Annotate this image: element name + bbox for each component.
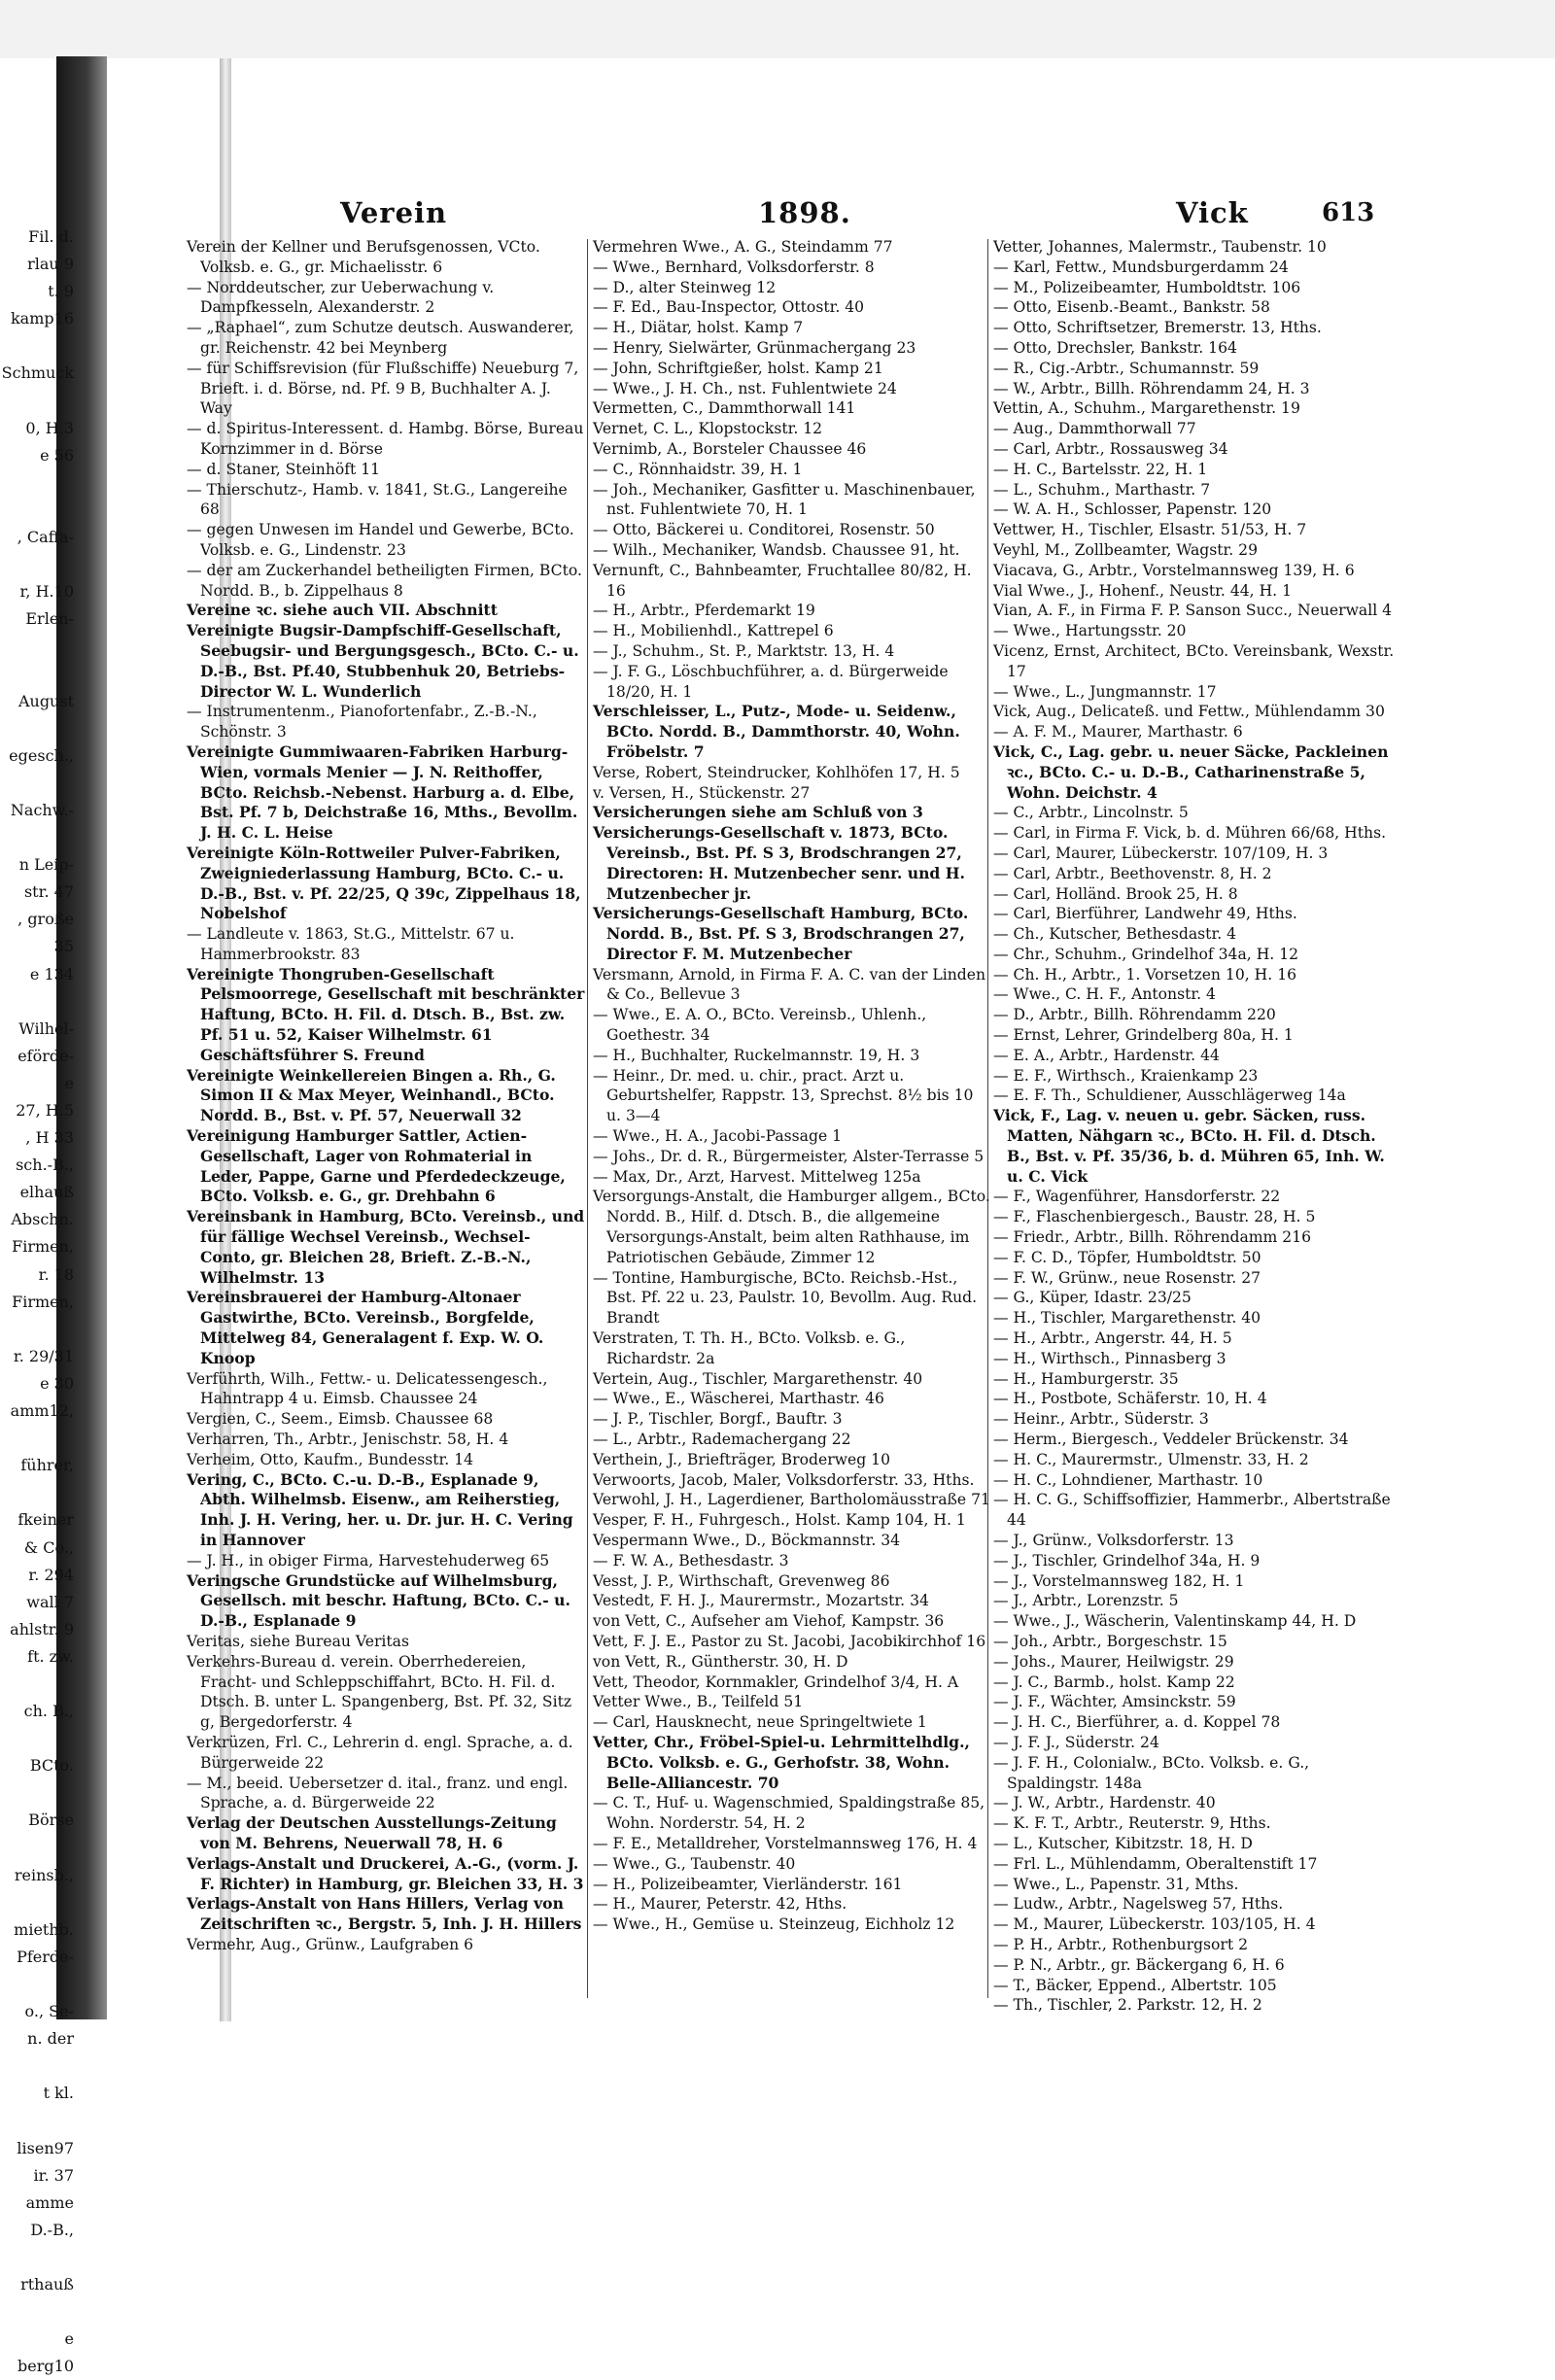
directory-entry: — H., Wirthsch., Pinnasberg 3 — [993, 1349, 1227, 1367]
directory-entry: — R., Cig.-Arbtr., Schumannstr. 59 — [993, 359, 1260, 377]
directory-entry: — F. E., Metalldreher, Vorstelmannsweg 176, H. 4 — [593, 1834, 978, 1852]
directory-entry: — Wwe., H., Gemüse u. Steinzeug, Eichholz 12 — [593, 1915, 955, 1934]
directory-entry: Verkehrs-Bureau d. verein. Oberrhedereien, Fracht- und Schleppschiffahrt, BCto. H. Fil. d. Dtsch. B. unter L. Spangenberg, Bst. Pf. 32, Sitz g, Bergedorferstr. 4 — [187, 1652, 572, 1732]
directory-entry: — Heinr., Arbtr., Süderstr. 3 — [993, 1410, 1209, 1429]
directory-entry: — J. W., Arbtr., Hardenstr. 40 — [993, 1794, 1216, 1812]
directory-entry: — G., Küper, Idastr. 23/25 — [993, 1289, 1192, 1307]
edge-fragment: n. der — [27, 2029, 74, 2049]
page-header — [340, 196, 1409, 235]
edge-fragment: Firmen, — [12, 1292, 74, 1311]
edge-fragment — [0, 2298, 76, 2326]
edge-fragment — [0, 1425, 76, 1452]
directory-entry: — K. F. T., Arbtr., Reuterstr. 9, Hths. — [993, 1814, 1271, 1833]
edge-fragment: t kl. — [43, 2084, 74, 2103]
directory-entry: — Carl, Arbtr., Rossausweg 34 — [993, 439, 1228, 458]
directory-entry: — H. C., Bartelsstr. 22, H. 1 — [993, 460, 1208, 478]
edge-fragment: rlau 9 — [27, 255, 74, 274]
directory-entry: — H., Arbtr., Angerstr. 44, H. 5 — [993, 1329, 1232, 1348]
directory-entry: Verlags-Anstalt und Druckerei, A.-G., (vorm. J. F. Richter) in Hamburg, gr. Bleichen 33, H. 3 — [187, 1853, 584, 1893]
directory-entry: — D., Arbtr., Billh. Röhrendamm 220 — [993, 1006, 1276, 1024]
edge-fragment: e — [64, 1073, 74, 1092]
directory-entry: — Chr., Schuhm., Grindelhof 34a, H. 12 — [993, 945, 1299, 963]
directory-entry: — Herm., Biergesch., Veddeler Brückenstr. 34 — [993, 1431, 1349, 1449]
edge-fragment: e 30 — [40, 1373, 74, 1393]
directory-entry: von Vett, R., Güntherstr. 30, H. D — [593, 1652, 848, 1671]
directory-entry: Vett, F. J. E., Pastor zu St. Jacobi, Jacobikirchhof 16 — [593, 1632, 986, 1650]
directory-entry: — M., Maurer, Lübeckerstr. 103/105, H. 4 — [993, 1915, 1316, 1934]
directory-entry: Vermehren Wwe., A. G., Steindamm 77 — [593, 238, 893, 256]
edge-fragment: egesch., — [9, 745, 74, 765]
edge-fragment: t. 9 — [48, 282, 74, 301]
directory-entry: — Wwe., J. H. Ch., nst. Fuhlentwiete 24 — [593, 379, 897, 397]
directory-entry: — L., Arbtr., Rademachergang 22 — [593, 1431, 851, 1449]
edge-fragment — [0, 1835, 76, 1862]
edge-fragment: ir. 37 — [33, 2165, 74, 2185]
directory-entry: Verstraten, T. Th. H., BCto. Volksb. e. G., Richardstr. 2a — [593, 1329, 906, 1367]
directory-entry: Vernet, C. L., Klopstockstr. 12 — [593, 420, 823, 438]
edge-fragment: e — [64, 2329, 74, 2349]
directory-entry: Vian, A. F., in Firma F. P. Sanson Succ., Neuerwall 4 — [993, 602, 1393, 620]
edge-fragment: Börse — [28, 1811, 74, 1830]
directory-entry: Verschleisser, L., Putz-, Mode- u. Seidenw., BCto. Nordd. B., Dammthorstr. 40, Wohn. Fröbelstr. 7 — [593, 702, 960, 761]
directory-entry: — Heinr., Dr. med. u. chir., pract. Arzt u. Geburtshelfer, Rappstr. 13, Sprechst. 8½ bis 10 u. 3—4 — [593, 1066, 974, 1125]
edge-fragment: ch. B., — [23, 1702, 74, 1721]
directory-entry: Vereinigte Köln-Rottweiler Pulver-Fabriken, Zweigniederlassung Hamburg, BCto. C.- u. D.-B., Bst. v. Pf. 22/25, Q 39c, Zippelhaus 18, Nobelshof — [187, 843, 581, 923]
directory-entry: — Wwe., Bernhard, Volksdorferstr. 8 — [593, 258, 875, 276]
directory-entry: — Friedr., Arbtr., Billh. Röhrendamm 216 — [993, 1228, 1312, 1247]
edge-fragment: Abschn. — [11, 1210, 74, 1229]
directory-entry: — H. C., Maurermstr., Ulmenstr. 33, H. 2 — [993, 1450, 1309, 1468]
directory-entry: — W. A. H., Schlosser, Papenstr. 120 — [993, 500, 1272, 519]
edge-fragment: reinsb., — [14, 1865, 74, 1884]
previous-page-edge — [0, 224, 76, 2376]
directory-entry: — Ernst, Lehrer, Grindelberg 80a, H. 1 — [993, 1026, 1294, 1045]
directory-entry: — J. F. G., Löschbuchführer, a. d. Bürgerweide 18/20, H. 1 — [593, 662, 949, 701]
directory-entry: — C., Arbtr., Lincolnstr. 5 — [993, 804, 1189, 822]
edge-fragment — [0, 1889, 76, 1916]
directory-entry: Verlag der Deutschen Ausstellungs-Zeitung von M. Behrens, Neuerwall 78, H. 6 — [187, 1813, 557, 1852]
directory-column-3 — [993, 237, 1396, 2015]
directory-entry: Vespermann Wwe., D., Böckmannstr. 34 — [593, 1532, 901, 1549]
directory-entry: Versmann, Arnold, in Firma F. A. C. van der Linden & Co., Bellevue 3 — [593, 965, 986, 1004]
edge-fragment: e 134 — [29, 964, 74, 983]
directory-entry: — Henry, Sielwärter, Grünmachergang 23 — [593, 338, 916, 357]
directory-entry: Vereinigte Gummiwaaren-Fabriken Harburg-Wien, vormals Menier — J. N. Reithoffer, BCto. Reichsb.-Nebenst. Harburg a. d. Elbe, Bst. Pf. 7 b, Deichstraße 16, Mths., Bevollm. J. H. C. L. Heise — [187, 742, 578, 843]
directory-entry: — Frl. L., Mühlendamm, Oberaltenstift 17 — [993, 1854, 1318, 1873]
directory-entry: — D., alter Steinweg 12 — [593, 278, 777, 296]
directory-entry: — Wilh., Mechaniker, Wandsb. Chaussee 91, ht. — [593, 540, 960, 559]
scan-margin-top — [0, 0, 1555, 58]
directory-entry: Vertein, Aug., Tischler, Margarethenstr. 40 — [593, 1369, 923, 1388]
directory-entry: — Carl, Bierführer, Landwehr 49, Hths. — [993, 905, 1297, 923]
directory-entry: Vett, Theodor, Kornmakler, Grindelhof 3/4, H. A — [593, 1673, 959, 1691]
edge-fragment: amm12, — [10, 1401, 74, 1421]
directory-entry: — J. C., Barmb., holst. Kamp 22 — [993, 1673, 1235, 1691]
directory-entry: Versorgungs-Anstalt, die Hamburger allgem., BCto. Nordd. B., Hilf. d. Dtsch. B., die allgemeine Versorgungs-Anstalt, beim alten Rathhause, im Patriotischen Gebäude, Zimmer 12 — [593, 1188, 990, 1266]
directory-entry: Vermehr, Aug., Grünw., Laufgraben 6 — [187, 1935, 474, 1953]
directory-entry: — Carl, Hausknecht, neue Springeltwiete 1 — [593, 1713, 927, 1732]
directory-entry: — Wwe., H. A., Jacobi-Passage 1 — [593, 1127, 843, 1146]
directory-entry: — P. N., Arbtr., gr. Bäckergang 6, H. 6 — [993, 1955, 1285, 1974]
edge-fragment: 35 — [53, 937, 74, 956]
column-divider — [587, 239, 588, 1998]
edge-fragment: Nachw.- — [10, 800, 74, 819]
edge-fragment — [0, 1479, 76, 1506]
edge-fragment: 0, H.3 — [25, 418, 74, 437]
directory-entry: Versicherungs-Gesellschaft v. 1873, BCto. Vereinsb., Bst. Pf. S 3, Brodschrangen 27, Directoren: H. Mutzenbecher senr. und H. Mutzenbecher jr. — [593, 823, 965, 903]
directory-entry: — Joh., Mechaniker, Gasfitter u. Maschinenbauer, nst. Fuhlentwiete 70, H. 1 — [593, 480, 976, 519]
directory-entry: — E. A., Arbtr., Hardenstr. 44 — [993, 1046, 1220, 1064]
directory-entry: — Carl, Holländ. Brook 25, H. 8 — [993, 884, 1238, 903]
directory-entry: Vetter Wwe., B., Teilfeld 51 — [593, 1693, 804, 1711]
directory-entry: — J., Vorstelmannsweg 182, H. 1 — [993, 1571, 1245, 1590]
directory-entry: — d. Staner, Steinhöft 11 — [187, 460, 381, 478]
edge-fragment: r. 294 — [28, 1565, 74, 1584]
directory-entry: — Wwe., C. H. F., Antonstr. 4 — [993, 985, 1216, 1004]
edge-fragment — [0, 661, 76, 688]
edge-fragment — [0, 1725, 76, 1752]
directory-entry: — H., Tischler, Margarethenstr. 40 — [993, 1309, 1261, 1328]
directory-entry: — Wwe., Hartungsstr. 20 — [993, 622, 1187, 640]
directory-entry: Verkrüzen, Frl. C., Lehrerin d. engl. Sprache, a. d. Bürgerweide 22 — [187, 1733, 573, 1772]
directory-entry: Vick, F., Lag. v. neuen u. gebr. Säcken, russ. Matten, Nähgarn ꝛc., BCto. H. Fil. d. Dtsch. B., Bst. v. Pf. 35/36, b. d. Mühren 65, Inh. W. u. C. Vick — [993, 1106, 1385, 1186]
edge-fragment — [0, 332, 76, 360]
directory-entry: — F. W. A., Bethesdastr. 3 — [593, 1551, 789, 1569]
directory-entry: — Max, Dr., Arzt, Harvest. Mittelweg 125a — [593, 1167, 921, 1186]
directory-entry: Vesst, J. P., Wirthschaft, Grevenweg 86 — [593, 1571, 890, 1590]
edge-fragment — [0, 497, 76, 524]
edge-fragment: ft. zw. — [27, 1646, 74, 1666]
directory-entry: von Vett, C., Aufseher am Viehof, Kampstr. 36 — [593, 1612, 945, 1631]
directory-entry: — W., Arbtr., Billh. Röhrendamm 24, H. 3 — [993, 379, 1310, 397]
directory-entry: — F., Wagenführer, Hansdorferstr. 22 — [993, 1188, 1281, 1206]
edge-fragment — [0, 2244, 76, 2271]
edge-fragment: führer, — [20, 1456, 74, 1475]
directory-entry: — Th., Tischler, 2. Parkstr. 12, H. 2 — [993, 1996, 1262, 2015]
directory-entry: — L., Kutscher, Kibitzstr. 18, H. D — [993, 1834, 1253, 1852]
edge-fragment — [0, 633, 76, 660]
directory-entry: — Tontine, Hamburgische, BCto. Reichsb.-Hst., Bst. Pf. 22 u. 23, Paulstr. 10, Bevollm. Aug. Rud. Brandt — [593, 1268, 978, 1328]
edge-fragment: ahlstr. 9 — [10, 1619, 74, 1638]
directory-entry: — C., Rönnhaidstr. 39, H. 1 — [593, 460, 803, 478]
edge-fragment: amme — [25, 2192, 74, 2212]
edge-fragment: n Leip- — [18, 855, 74, 875]
directory-entry: Vernunft, C., Bahnbeamter, Fruchtallee 80/82, H. 16 — [593, 561, 972, 600]
directory-entry: — H., Mobilienhdl., Kattrepel 6 — [593, 622, 834, 640]
directory-entry: — M., Polizeibeamter, Humboldtstr. 106 — [993, 278, 1301, 296]
directory-entry: — Aug., Dammthorwall 77 — [993, 420, 1196, 438]
directory-entry: Versicherungs-Gesellschaft Hamburg, BCto. Nordd. B., Bst. Pf. S 3, Brodschrangen 27, Director F. M. Mutzenbecher — [593, 904, 969, 963]
directory-entry: Verein der Kellner und Berufsgenossen, VCto. Volksb. e. G., gr. Michaelisstr. 6 — [187, 238, 540, 276]
directory-entry: — Thierschutz-, Hamb. v. 1841, St.G., Langereihe 68 — [187, 480, 568, 519]
directory-entry: — H., Arbtr., Pferdemarkt 19 — [593, 602, 815, 620]
edge-fragment: kamp16 — [10, 309, 74, 328]
directory-entry: — Johs., Maurer, Heilwigstr. 29 — [993, 1652, 1234, 1671]
directory-column-1 — [187, 237, 585, 2006]
directory-entry: — für Schiffsrevision (für Flußschiffe) Neueburg 7, Brieft. i. d. Börse, nd. Pf. 9 B, Buchhalter A. J. Way — [187, 359, 579, 418]
edge-fragment: Fil. d. — [28, 227, 74, 246]
directory-entry: — F., Flaschenbiergesch., Baustr. 28, H. 5 — [993, 1208, 1316, 1226]
edge-fragment: Firmen, — [12, 1237, 74, 1257]
directory-entry: Veyhl, M., Zollbeamter, Wagstr. 29 — [993, 540, 1259, 559]
edge-fragment: 27, H.5 — [16, 1101, 74, 1120]
directory-entry: Verwoorts, Jacob, Maler, Volksdorferstr. 33, Hths. — [593, 1470, 975, 1489]
directory-entry: — Carl, Arbtr., Beethovenstr. 8, H. 2 — [993, 864, 1272, 882]
directory-entry: — Ludw., Arbtr., Nagelsweg 57, Hths. — [993, 1895, 1284, 1914]
directory-entry: — gegen Unwesen im Handel und Gewerbe, BCto. Volksb. e. G., Lindenstr. 23 — [187, 521, 574, 559]
edge-fragment — [0, 2107, 76, 2134]
directory-entry: Vesper, F. H., Fuhrgesch., Holst. Kamp 104, H. 1 — [593, 1511, 966, 1530]
directory-entry: — J. P., Tischler, Borgf., Bauftr. 3 — [593, 1410, 843, 1429]
directory-entry: Vereine ꝛc. siehe auch VII. Abschnitt — [187, 601, 498, 620]
edge-fragment: lisen97 — [17, 2138, 74, 2157]
edge-fragment: , Caffa- — [17, 528, 74, 547]
directory-entry: — F. W., Grünw., neue Rosenstr. 27 — [993, 1268, 1261, 1287]
edge-fragment: BCto. — [29, 1756, 74, 1776]
edge-fragment — [0, 770, 76, 797]
edge-fragment: rthauß — [20, 2275, 74, 2294]
directory-entry: Vick, Aug., Delicateß. und Fettw., Mühlendamm 30 — [993, 703, 1385, 721]
header-right-keyword: Vick — [1176, 196, 1249, 229]
directory-entry: — Wwe., G., Taubenstr. 40 — [593, 1854, 796, 1873]
directory-entry: — Wwe., L., Papenstr. 31, Mths. — [993, 1875, 1239, 1893]
edge-fragment: eförde- — [17, 1046, 74, 1065]
directory-entry: — Wwe., E., Wäscherei, Marthastr. 46 — [593, 1390, 884, 1408]
directory-entry: Verse, Robert, Steindrucker, Kohlhöfen 17, H. 5 — [593, 763, 960, 781]
page-number: 613 — [1322, 198, 1375, 227]
directory-entry: — Otto, Schriftsetzer, Bremerstr. 13, Hths. — [993, 319, 1322, 337]
directory-entry: — Wwe., E. A. O., BCto. Vereinsb., Uhlenh., Goethestr. 34 — [593, 1006, 927, 1045]
edge-fragment — [0, 715, 76, 742]
directory-entry: — J., Schuhm., St. P., Marktstr. 13, H. 4 — [593, 641, 895, 660]
edge-fragment: Wilhel- — [18, 1018, 74, 1038]
edge-fragment: , große — [17, 910, 74, 929]
directory-entry: — Landleute v. 1863, St.G., Mittelstr. 67 u. Hammerbrookstr. 83 — [187, 925, 515, 963]
directory-entry: — J., Arbtr., Lorenzstr. 5 — [993, 1592, 1179, 1610]
directory-entry: — H. C., Lohndiener, Marthastr. 10 — [993, 1470, 1263, 1489]
edge-fragment: & Co., — [23, 1537, 74, 1557]
directory-column-2 — [593, 237, 991, 2006]
directory-entry: Vick, C., Lag. gebr. u. neuer Säcke, Packleinen ꝛc., BCto. C.- u. D.-B., Catharinenstraße 5, Wohn. Deichstr. 4 — [993, 742, 1389, 802]
edge-fragment: Schmuck — [1, 363, 74, 383]
edge-fragment: Erlen- — [25, 609, 74, 629]
edge-fragment — [0, 1316, 76, 1343]
directory-entry: — Norddeutscher, zur Ueberwachung v. Dampfkesseln, Alexanderstr. 2 — [187, 278, 495, 317]
edge-fragment: o., Se- — [24, 2002, 74, 2021]
directory-entry: — H., Postbote, Schäferstr. 10, H. 4 — [993, 1390, 1267, 1408]
directory-entry: — J. F. H., Colonialw., BCto. Volksb. e. G., Spaldingstr. 148a — [993, 1753, 1310, 1792]
directory-entry: — J., Grünw., Volksdorferstr. 13 — [993, 1532, 1234, 1549]
directory-entry: — Karl, Fettw., Mundsburgerdamm 24 — [993, 258, 1289, 276]
directory-entry: Verwohl, J. H., Lagerdiener, Bartholomäusstraße 71 — [593, 1491, 990, 1509]
directory-entry: — H., Maurer, Peterstr. 42, Hths. — [593, 1895, 847, 1914]
directory-entry: — L., Schuhm., Marthastr. 7 — [993, 480, 1211, 499]
directory-entry: — Carl, Maurer, Lübeckerstr. 107/109, H. 3 — [993, 844, 1329, 862]
directory-entry: Veringsche Grundstücke auf Wilhelmsburg, Gesellsch. mit beschr. Haftung, BCto. C.- u. D.-B., Esplanade 9 — [187, 1570, 570, 1631]
directory-entry: — Otto, Eisenb.-Beamt., Bankstr. 58 — [993, 298, 1270, 317]
directory-entry: — Ch., Kutscher, Bethesdastr. 4 — [993, 925, 1237, 944]
directory-entry: Vermetten, C., Dammthorwall 141 — [593, 399, 856, 418]
edge-fragment: wall 7 — [26, 1592, 74, 1611]
directory-entry: — Johs., Dr. d. R., Bürgermeister, Alster-Terrasse 5 — [593, 1147, 985, 1165]
directory-entry: Viacava, G., Arbtr., Vorstelmannsweg 139, H. 6 — [993, 561, 1355, 579]
edge-fragment: Pferde- — [17, 1947, 74, 1966]
directory-entry: — J., Tischler, Grindelhof 34a, H. 9 — [993, 1551, 1261, 1569]
directory-entry: Vereinigte Thongruben-Gesellschaft Pelsmoorrege, Gesellschaft mit beschränkter Haftung, BCto. H. Fil. d. Dtsch. B., Bst. zw. Pf. 51 u. 52, Kaiser Wilhelmstr. 61 Geschäftsführer S. Freund — [187, 964, 585, 1064]
directory-entry: — E. F. Th., Schuldiener, Ausschlägerweg 14a — [993, 1087, 1346, 1105]
directory-entry: — A. F. M., Maurer, Marthastr. 6 — [993, 723, 1243, 742]
directory-entry: Vereinsbrauerei der Hamburg-Altonaer Gastwirthe, BCto. Vereinsb., Borgfelde, Mittelweg 84, Generalagent f. Exp. W. O. Knoop — [187, 1288, 544, 1367]
directory-entry: — P. H., Arbtr., Rothenburgsort 2 — [993, 1935, 1249, 1953]
directory-entry: Verharren, Th., Arbtr., Jenischstr. 58, H. 4 — [187, 1431, 509, 1449]
directory-entry: — Otto, Bäckerei u. Conditorei, Rosenstr. 50 — [593, 521, 935, 539]
directory-entry: Verführth, Wilh., Fettw.- u. Delicatessengesch., Hahntrapp 4 u. Eimsb. Chaussee 24 — [187, 1369, 548, 1408]
directory-entry: — M., beeid. Uebersetzer d. ital., franz. und engl. Sprache, a. d. Bürgerweide 22 — [187, 1774, 569, 1812]
directory-entry: — F. Ed., Bau-Inspector, Ottostr. 40 — [593, 298, 865, 317]
directory-entry: Vicenz, Ernst, Architect, BCto. Vereinsbank, Wexstr. 17 — [993, 641, 1395, 680]
directory-entry: Vernimb, A., Borsteler Chaussee 46 — [593, 439, 867, 458]
directory-entry: — F. C. D., Töpfer, Humboldtstr. 50 — [993, 1248, 1261, 1266]
directory-entry: — H. C. G., Schiffsoffizier, Hammerbr., Albertstraße 44 — [993, 1491, 1391, 1530]
directory-entry: — T., Bäcker, Eppend., Albertstr. 105 — [993, 1976, 1277, 1994]
directory-entry: Vering, C., BCto. C.-u. D.-B., Esplanade 9, Abth. Wilhelmsb. Eisenw., am Reiherstieg, Inh. J. H. Vering, her. u. Dr. jur. H. C. Vering in Hannover — [187, 1469, 573, 1549]
edge-fragment — [0, 469, 76, 497]
directory-entry: — J. F., Wächter, Amsinckstr. 59 — [993, 1693, 1236, 1711]
header-year: 1898. — [758, 196, 851, 229]
directory-entry: Vereinigung Hamburger Sattler, Actien-Gesellschaft, Lager von Rohmaterial in Leder, Pappe, Garne und Pferdedeckzeuge, BCto. Volksb. e. G., gr. Drehbahn 6 — [187, 1126, 566, 1206]
edge-fragment — [0, 824, 76, 851]
directory-entry: — Joh., Arbtr., Borgeschstr. 15 — [993, 1632, 1227, 1650]
directory-entry: v. Versen, H., Stückenstr. 27 — [593, 783, 811, 802]
edge-fragment — [0, 551, 76, 578]
directory-entry: Vereinsbank in Hamburg, BCto. Vereinsb., und für fällige Wechsel Vereinsb., Wechsel-Conto, gr. Bleichen 28, Brieft. Z.-B.-N., Wilhelmstr. 13 — [187, 1207, 585, 1287]
edge-fragment — [0, 388, 76, 415]
directory-entry: Veritas, siehe Bureau Veritas — [187, 1632, 409, 1650]
directory-entry: — J. F. J., Süderstr. 24 — [993, 1733, 1159, 1751]
directory-entry: — d. Spiritus-Interessent. d. Hambg. Börse, Bureau Kornzimmer in d. Börse — [187, 420, 584, 458]
edge-fragment: e 56 — [40, 445, 74, 465]
directory-entry: Versicherungen siehe am Schluß von 3 — [593, 803, 923, 822]
header-left-keyword: Verein — [340, 196, 448, 229]
directory-entry: Vereinigte Weinkellereien Bingen a. Rh., G. Simon II & Max Meyer, Weinhandl., BCto. Nordd. B., Bst. v. Pf. 57, Neuerwall 32 — [187, 1065, 556, 1125]
directory-entry: Vetter, Johannes, Malermstr., Taubenstr. 10 — [993, 238, 1327, 256]
edge-fragment: D.-B., — [30, 2220, 74, 2239]
directory-entry: — H., Buchhalter, Ruckelmannstr. 19, H. 3 — [593, 1046, 920, 1064]
directory-entry: Vestedt, F. H. J., Maurermstr., Mozartstr. 34 — [593, 1592, 929, 1610]
edge-fragment: August — [17, 691, 74, 710]
directory-entry: — C. T., Huf- u. Wagenschmied, Spaldingstraße 85, Wohn. Norderstr. 54, H. 2 — [593, 1794, 985, 1833]
directory-entry: — Wwe., L., Jungmannstr. 17 — [993, 682, 1217, 701]
edge-fragment: r. 29/31 — [13, 1346, 74, 1365]
edge-fragment: fkeiner — [17, 1510, 74, 1530]
directory-entry: — Wwe., J., Wäscherin, Valentinskamp 44, H. D — [993, 1612, 1357, 1631]
edge-fragment: miethb. — [14, 1919, 74, 1939]
directory-entry: Vettwer, H., Tischler, Elsastr. 51/53, H. 7 — [993, 521, 1307, 539]
directory-entry: — E. F., Wirthsch., Kraienkamp 23 — [993, 1066, 1259, 1085]
edge-fragment: berg10 — [17, 2357, 74, 2376]
directory-entry: Vergien, C., Seem., Eimsb. Chaussee 68 — [187, 1410, 494, 1429]
edge-fragment: r, H.10 — [19, 582, 74, 602]
directory-entry: — Instrumentenm., Pianofortenfabr., Z.-B.-N., Schönstr. 3 — [187, 703, 537, 742]
directory-entry: — Ch. H., Arbtr., 1. Vorsetzen 10, H. 16 — [993, 965, 1297, 983]
directory-entry: Verheim, Otto, Kaufm., Bundesstr. 14 — [187, 1450, 474, 1468]
edge-fragment — [0, 1971, 76, 1998]
edge-fragment: sch.-B., — [16, 1156, 74, 1175]
edge-fragment — [0, 2052, 76, 2080]
directory-entry: — J. H., in obiger Firma, Harvestehuderweg 65 — [187, 1551, 550, 1569]
directory-entry: Verthein, J., Briefträger, Broderweg 10 — [593, 1450, 891, 1468]
directory-entry: — H., Hamburgerstr. 35 — [993, 1369, 1179, 1388]
directory-entry: Vetter, Chr., Fröbel-Spiel-u. Lehrmittelhdlg., BCto. Volksb. e. G., Gerhofstr. 38, Wohn. Belle-Alliancestr. 70 — [593, 1732, 970, 1792]
directory-entry: — Otto, Drechsler, Bankstr. 164 — [993, 338, 1237, 357]
edge-fragment: , H 33 — [25, 1128, 74, 1148]
edge-fragment: r. 18 — [38, 1264, 74, 1284]
directory-entry: Vereinigte Bugsir-Dampfschiff-Gesellschaft, Seebugsir- und Bergungsgesch., BCto. C.- u. D.-B., Bst. Pf.40, Stubbenhuk 20, Betriebs-Director W. L. Wunderlich — [187, 621, 579, 701]
edge-fragment: elhauß — [19, 1183, 74, 1202]
directory-entry: — H., Diätar, holst. Kamp 7 — [593, 319, 804, 337]
directory-entry: — J. H. C., Bierführer, a. d. Koppel 78 — [993, 1713, 1281, 1732]
edge-fragment — [0, 1779, 76, 1807]
directory-entry: — John, Schriftgießer, holst. Kamp 21 — [593, 359, 883, 377]
directory-entry: — Carl, in Firma F. Vick, b. d. Mühren 66/68, Hths. — [993, 824, 1387, 843]
directory-entry: — „Raphael“, zum Schutze deutsch. Auswanderer, gr. Reichenstr. 42 bei Meynberg — [187, 319, 574, 357]
directory-entry: — H., Polizeibeamter, Vierländerstr. 161 — [593, 1875, 903, 1893]
directory-entry: — der am Zuckerhandel betheiligten Firmen, BCto. Nordd. B., b. Zippelhaus 8 — [187, 561, 582, 600]
directory-entry: Vial Wwe., J., Hohenf., Neustr. 44, H. 1 — [993, 581, 1293, 600]
directory-entry: Vettin, A., Schuhm., Margarethenstr. 19 — [993, 399, 1300, 418]
edge-fragment — [0, 1671, 76, 1698]
edge-fragment — [0, 988, 76, 1016]
directory-entry: Verlags-Anstalt von Hans Hillers, Verlag von Zeitschriften ꝛc., Bergstr. 5, Inh. J. H. Hillers — [187, 1894, 582, 1934]
edge-fragment: str. 47 — [23, 882, 74, 902]
